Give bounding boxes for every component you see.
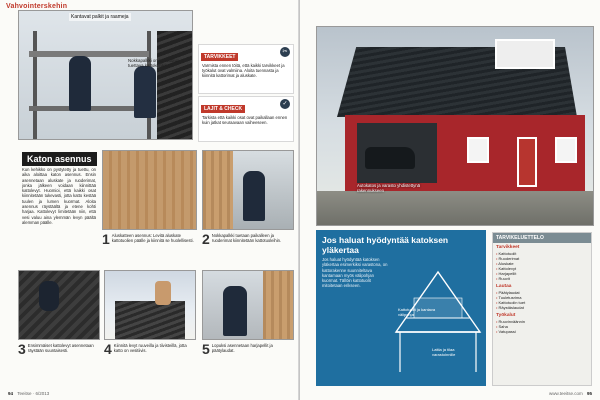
group-title: Lautaa [496,284,512,289]
footer-text: Teeitse · 6/2013 [17,391,50,396]
panel-intro: Jos haluat hyödyntää katoksen yläkertaa esimerkiksi varastona, on kattorakenne suunniteltava kantamaan myös välipohjan kuormat. Tällöin kattotuolit mitoitetaan erikseen. [322,257,388,289]
photo-step-5 [202,270,294,340]
page-footer-right [549,391,592,396]
list-item: • Vatupassi [496,329,588,334]
step-text: Ensimmäiset kattolevyt asennetaan räystään suuntaisesti. [27,343,94,354]
photo-roofers-scaffold [18,10,193,140]
list-item: • Kattolevyt [496,266,588,271]
step-number: 1 [102,231,110,247]
page-number: 95 [586,391,592,396]
step-text: Kiinnitä levyt ruuveilla ja tiivisteillä, jotta katto on vesitiivis. [113,343,187,354]
step-number: 5 [202,341,210,357]
materials-list [493,250,591,282]
step-text: Aluskatteen asennus: Levitä aluskate kattotuolien päälle ja kiinnitä se huolellisesti. [111,233,194,244]
materials-list [493,289,591,311]
step-1 [102,233,197,245]
materials-sidebar [492,232,592,386]
worker-figure [69,56,91,111]
sidebar-header: TARVIKELUETTELO [493,233,591,243]
list-item: • Kattotuolit [496,251,588,256]
diagram-label: Lattia ja tilaa varastoinnille [432,347,456,357]
section-tab: Vahvointerskehin [6,3,68,10]
box-header: TARVIKKEET [201,53,238,61]
box-tarvikkeet [198,44,294,94]
check-icon: ✓ [280,99,290,109]
photo-callout: Nokkapalkki on kantattava ja tuettava kattokehikkoon [128,58,184,69]
box-lajit [198,96,294,142]
article-body: Kun kehikko on pystytetty ja tuettu, on aika aloittaa katon asennus. Ensin asennetaan aluskate ja ruoderimat, jonka jälkeen voidaan kiinnittää kattolevyt. Huomioi, että kaikki osat kiinnitetään tukevasti, jotta katto kestää tuulen ja lumen kuormat. Aloita asennus räystäältä ja etene kohti harjaa. Kattolevyt limitetään niin, että vesi valuu aina ylemmän levyn päältä alemman päälle. [22,167,96,225]
photo-caption: Autokatos ja varasto yhdistettynä rakennukseen [357,183,421,194]
article-headline: Katon asennus [22,152,97,166]
list-item: • Saha [496,324,588,329]
step-3 [18,343,100,355]
step-5 [202,343,294,355]
list-item: • Ruoderimat [496,256,588,261]
box-text: Varmista ennen töitä, että kaikki tarvikkeet ja työkalut ovat valmiina. Aloita tuennasta ja kiinnitä kattorimat ja aluskate. [202,63,285,79]
roof-truss-diagram [394,262,482,380]
attic-info-panel [316,230,486,386]
list-item: • Ruuvinväännin [496,319,588,324]
list-item: • Ruuvit [496,276,588,281]
car-image [365,147,415,169]
materials-list [493,318,591,335]
step-4 [104,343,196,355]
step-number: 3 [18,341,26,357]
footer-text: www.teeitse.com [548,391,583,396]
step-2 [202,233,294,245]
group-title: Työkalut [496,313,516,318]
page-number: 94 [8,391,14,396]
list-item: • Räystäslaudat [496,305,588,310]
attic-diagram [394,262,482,380]
photo-step-2 [202,150,294,230]
list-item: • Aluskate [496,261,588,266]
step-text: Lopuksi asennetaan harjapellit ja päätylaudat. [211,343,273,354]
photo-step-3 [18,270,100,340]
photo-step-4 [104,270,196,340]
photo-house-carport [316,26,594,226]
list-item: • Harjapellit [496,271,588,276]
photo-caption: Kantavat palkit ja raameja [71,14,129,20]
worker-figure [134,66,156,118]
step-number: 2 [202,231,210,247]
box-text: Tarkista että kaikki osat ovat paikallaan ennen kuin jatkat seuraavaan vaiheeseen. [202,115,288,126]
photo-step-1 [102,150,197,230]
group-title: Tarvikkeet [496,245,520,250]
diagram-label: Kattotuolit ja kantava välipohja [398,307,436,317]
step-text: Nokkapalkki tuetaan paikalleen ja ruoderimat kiinnitetään kattotuoleihin. [211,233,282,244]
list-item: • Kattotuolin tuet [496,300,588,305]
panel-title: Jos haluat hyödyntää katoksen yläkertaa [322,235,449,255]
box-header: LAJIT & CHECK [201,105,245,113]
page-footer-left [8,391,49,396]
list-item: • Päätylaudat [496,290,588,295]
list-item: • Tuuletusrima [496,295,588,300]
tools-icon: ✂ [280,47,290,57]
step-number: 4 [104,341,112,357]
